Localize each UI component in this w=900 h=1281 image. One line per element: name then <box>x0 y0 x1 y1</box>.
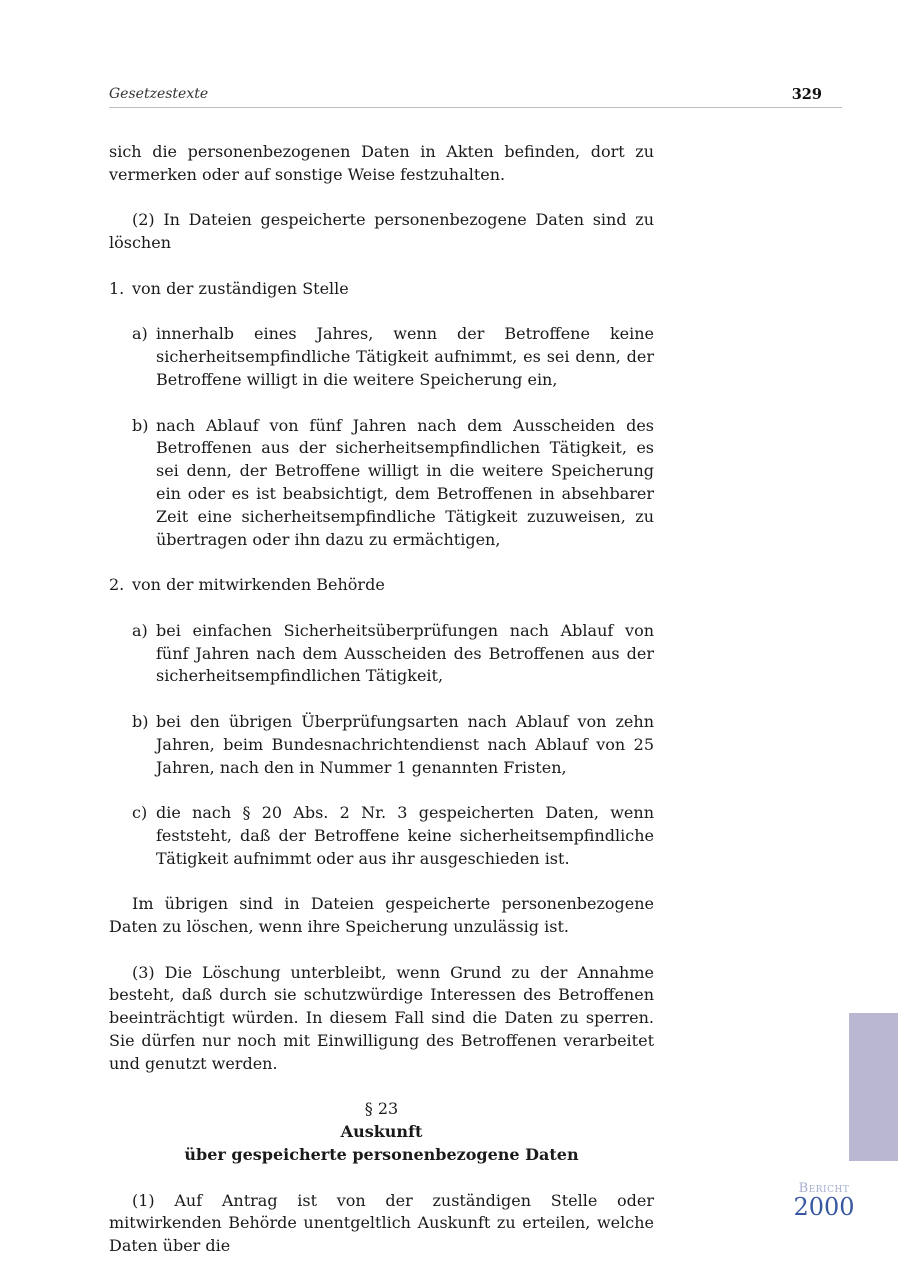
list-item-text: bei einfachen Sicherheitsüberprüfungen nach Ablauf von fünf Jahren nach dem Ausscheiden des Betroffenen aus der sicherheitsempfindlichen Tätigkeit, <box>156 620 654 686</box>
list-item-2a <box>109 620 654 688</box>
report-logo <box>789 1181 859 1221</box>
paragraph-2: (2) In Dateien gespeicherte personenbezogene Daten sind zu löschen <box>109 210 654 253</box>
list-item-label: b) <box>132 711 149 731</box>
page-number: 329 <box>791 86 822 103</box>
list-item-text: bei den übrigen Überprüfungsarten nach Ablauf von zehn Jahren, beim Bundesnachrichtendienst nach Ablauf von 25 Jahren, nach den in Nummer 1 genannten Fristen, <box>156 711 654 777</box>
list-item-label: b) <box>132 415 149 435</box>
list-item-1b <box>109 415 654 552</box>
logo-year: 2000 <box>793 1193 855 1221</box>
chapter-tab-marker <box>849 1013 898 1161</box>
paragraph-5: (1) Auf Antrag ist von der zuständigen Stelle oder mitwirkenden Behörde unentgeltlich Auskunft zu erteilen, welche Daten über die <box>109 1190 654 1256</box>
list-item-text: von der zuständigen Stelle <box>132 278 349 298</box>
list-item-label: c) <box>132 803 148 823</box>
list-item-text: von der mitwirkenden Behörde <box>132 575 385 595</box>
list-item-label: a) <box>132 620 148 640</box>
logo-word: Bericht <box>798 1181 850 1196</box>
page-body <box>109 141 654 1281</box>
running-header <box>109 86 842 108</box>
list-item-2b <box>109 711 654 779</box>
section-title-line-1: Auskunft <box>340 1122 423 1142</box>
list-item-1a <box>109 323 654 391</box>
list-item-text: die nach § 20 Abs. 2 Nr. 3 gespeicherten Daten, wenn feststeht, daß der Betroffene keine sicherheitsempfindliche Tätigkeit aufnimmt oder aus ihr ausgeschieden ist. <box>156 803 654 868</box>
list-item-text: innerhalb eines Jahres, wenn der Betroffene keine sicherheitsempfindliche Tätigkeit aufnimmt, es sei denn, der Betroffene willigt in die weitere Speicherung ein, <box>156 324 654 389</box>
list-item-2c <box>109 802 654 870</box>
list-item-label: a) <box>132 324 148 344</box>
section-number: § 23 <box>364 1099 399 1119</box>
section-heading <box>109 1098 654 1166</box>
list-item-text: nach Ablauf von fünf Jahren nach dem Ausscheiden des Betroffenen aus der sicherheitsempfindlichen Tätigkeit, es sei denn, der Betroffene willigt in die weitere Speicherung ein oder es ist beabsichtigt, dem Betroffenen in absehbarer Zeit eine sicherheitsempfindliche Tätigkeit zuzuweisen, zu übertragen oder ihn dazu zu ermächtigen, <box>156 415 654 549</box>
list-item-label: 2. <box>109 575 125 595</box>
section-title-line-2: über gespeicherte personenbezogene Daten <box>184 1145 579 1165</box>
list-item-1 <box>109 278 654 301</box>
paragraph-3: Im übrigen sind in Dateien gespeicherte personenbezogene Daten zu löschen, wenn ihre Speicherung unzulässig ist. <box>109 894 654 937</box>
list-item-2 <box>109 574 654 597</box>
paragraph-4: (3) Die Löschung unterbleibt, wenn Grund zu der Annahme besteht, daß durch sie schutzwürdige Interessen des Betroffenen beeinträchtigt würden. In diesem Fall sind die Daten zu sperren. Sie dürfen nur noch mit Einwilligung des Betroffenen verarbeitet und genutzt werden. <box>109 962 654 1073</box>
paragraph-continuation: sich die personenbezogenen Daten in Akten befinden, dort zu vermerken oder auf sonstige Weise festzuhalten. <box>109 142 654 184</box>
header-title: Gesetzestexte <box>109 86 209 102</box>
list-item-label: 1. <box>109 278 125 298</box>
